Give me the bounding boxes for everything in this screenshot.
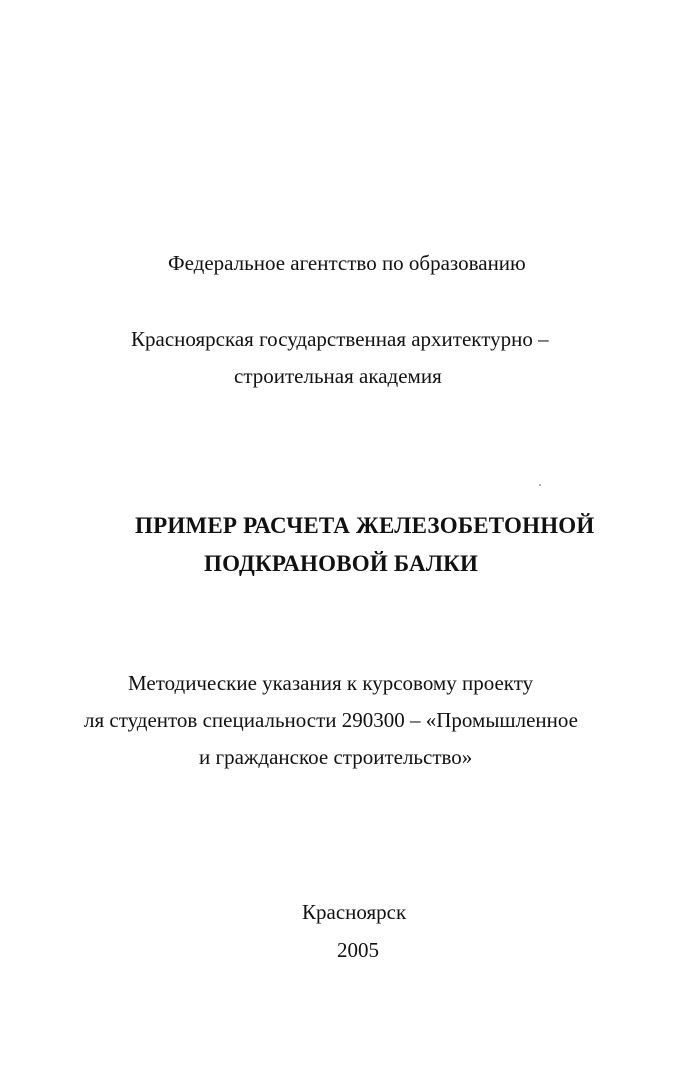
city-name: Красноярск [302, 900, 407, 924]
agency-line: Федеральное агентство по образованию [168, 251, 526, 275]
publication-year: 2005 [337, 938, 379, 962]
subtitle-line-1: Методические указания к курсовому проекту [128, 671, 534, 695]
scan-speck [539, 484, 541, 486]
document-title-line-2: ПОДКРАНОВОЙ БАЛКИ [204, 551, 479, 576]
subtitle-line-3: и гражданское строительство» [199, 745, 473, 769]
document-title-line-1: ПРИМЕР РАСЧЕТА ЖЕЛЕЗОБЕТОННОЙ [135, 513, 595, 538]
subtitle-line-2: ля студентов специальности 290300 – «Промышленное [84, 708, 578, 732]
academy-line-1: Красноярская государственная архитектурно – [131, 327, 549, 351]
academy-line-2: строительная академия [234, 364, 442, 388]
